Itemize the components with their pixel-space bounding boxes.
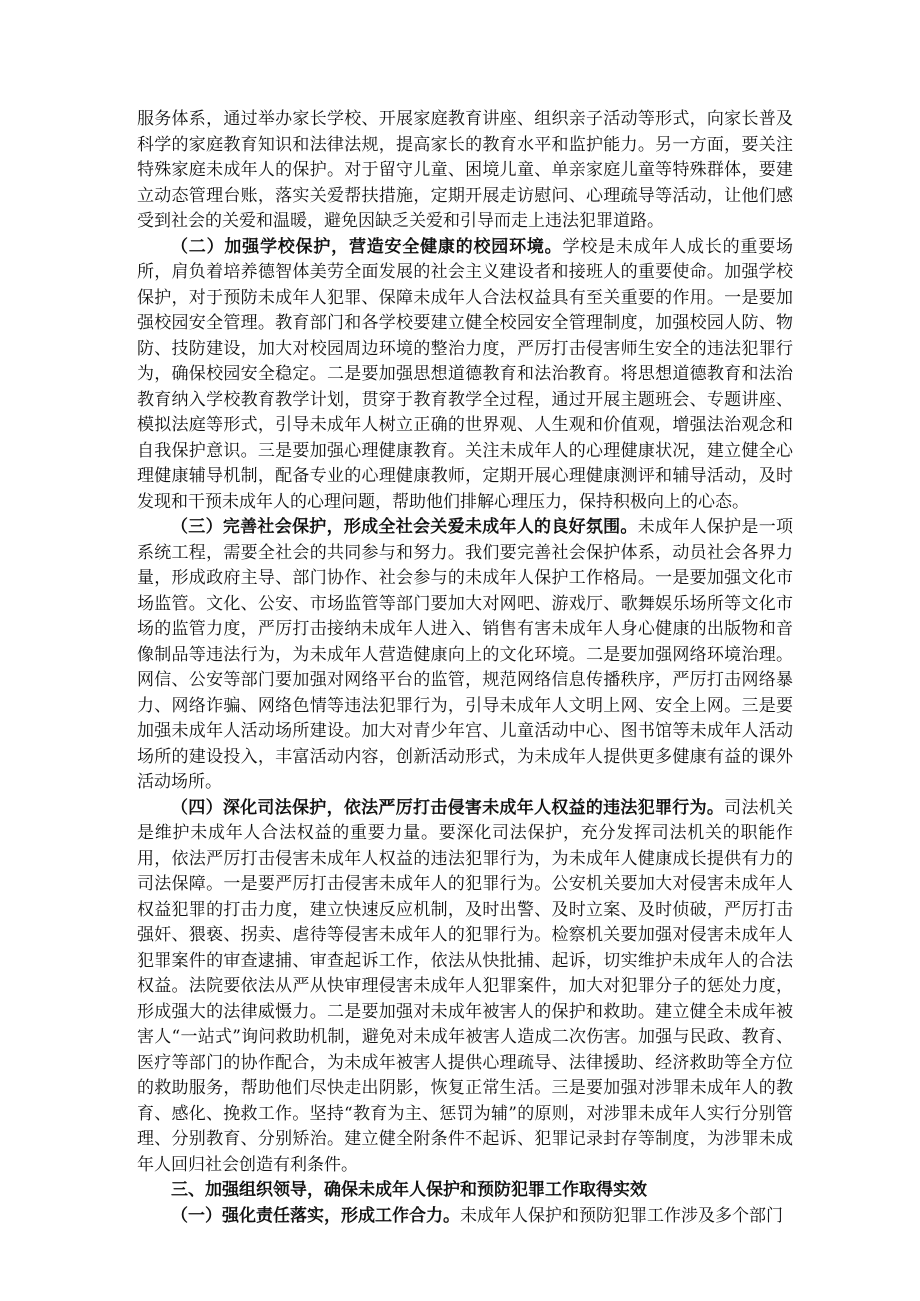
paragraph-judicial-protection (137, 796, 793, 1179)
paragraph-body: 学校是未成年人成长的重要场所，肩负着培养德智体美劳全面发展的社会主义建设者和接班人的重要使命。加强学校保护，对于预防未成年人犯罪、保障未成年人合法权益具有至关重要的作用。一是要加强校园安全管理。教育部门和各学校要建立健全校园安全管理制度，加强校园人防、物防、技防建设，加大对校园周边环境的整治力度，严厉打击侵害师生安全的违法犯罪行为，确保校园安全稳定。二是要加强思想道德教育和法治教育。将思想道德教育和法治教育纳入学校教育教学计划，贯穿于教育教学全过程，通过开展主题班会、专题讲座、模拟法庭等形式，引导未成年人树立正确的世界观、人生观和价值观，增强法治观念和自我保护意识。三是要加强心理健康教育。关注未成年人的心理健康状况，建立健全心理健康辅导机制，配备专业的心理健康教师，定期开展心理健康测评和辅导活动，及时发现和干预未成年人的心理问题，帮助他们排解心理压力，保持积极向上的心态。 (137, 236, 794, 512)
paragraph-body: 服务体系，通过举办家长学校、开展家庭教育讲座、组织亲子活动等形式，向家长普及科学的家庭教育知识和法律法规，提高家长的教育水平和监护能力。另一方面，要关注特殊家庭未成年人的保护。对于留守儿童、困境儿童、单亲家庭儿童等特殊群体，要建立动态管理台账，落实关爱帮扶措施，定期开展走访慰问、心理疏导等活动，让他们感受到社会的关爱和温暖，避免因缺乏关爱和引导而走上违法犯罪道路。 (137, 109, 793, 231)
section-heading: 三、加强组织领导，确保未成年人保护和预防犯罪工作取得实效 (171, 1180, 647, 1200)
paragraph-lead: （三）完善社会保护，形成全社会关爱未成年人的良好氛围。 (171, 517, 638, 537)
paragraph-lead: （四）深化司法保护，依法严厉打击侵害未成年人权益的违法犯罪行为。 (171, 797, 725, 818)
paragraph-continuation (137, 107, 793, 235)
paragraph-body: 未成年人保护是一项系统工程，需要全社会的共同参与和努力。我们要完善社会保护体系，动员社会各界力量，形成政府主导、部门协作、社会参与的未成年人保护工作格局。一是要加强文化市场监管。文化、公安、市场监管等部门要加大对网吧、游戏厅、歌舞娱乐场所等文化市场的监管力度，严厉打击接纳未成年人进入、销售有害未成年人身心健康的出版物和音像制品等违法行为，为未成年人营造健康向上的文化环境。二是要加强网络环境治理。网信、公安等部门要加强对网络平台的监管，规范网络信息传播秩序，严厉打击网络暴力、网络诈骗、网络色情等违法犯罪行为，引导未成年人文明上网、安全上网。三是要加强未成年人活动场所建设。加大对青少年宫、儿童活动中心、图书馆等未成年人活动场所的建设投入，丰富活动内容，创新活动形式，为未成年人提供更多健康有益的课外活动场所。 (137, 517, 794, 792)
paragraph-body: 未成年人保护和预防犯罪工作涉及多个部门 (460, 1205, 783, 1226)
paragraph-lead: （二）加强学校保护，营造安全健康的校园环境。 (171, 236, 563, 257)
paragraph-responsibility (137, 1204, 793, 1230)
document-page (137, 107, 793, 1229)
paragraph-lead: （一）强化责任落实，形成工作合力。 (171, 1205, 460, 1226)
paragraph-school-protection (137, 235, 793, 516)
paragraph-social-protection (137, 515, 793, 796)
paragraph-body: 司法机关是维护未成年人合法权益的重要力量。要深化司法保护，充分发挥司法机关的职能作用，依法严厉打击侵害未成年人权益的违法犯罪行为，为未成年人健康成长提供有力的司法保障。一是要严厉打击侵害未成年人的犯罪行为。公安机关要加大对侵害未成年人权益犯罪的打击力度，建立快速反应机制，及时出警、及时立案、及时侦破，严厉打击强奸、猥亵、拐卖、虐待等侵害未成年人的犯罪行为。检察机关要加强对侵害未成年人犯罪案件的审查逮捕、审查起诉工作，依法从快批捕、起诉，切实维护未成年人的合法权益。法院要依法从严从快审理侵害未成年人犯罪案件，加大对犯罪分子的惩处力度，形成强大的法律威慑力。二是要加强对未成年被害人的保护和救助。建立健全未成年被害人“一站式”询问救助机制，避免对未成年被害人造成二次伤害。加强与民政、教育、医疗等部门的协作配合，为未成年被害人提供心理疏导、法律援助、经济救助等全方位的救助服务，帮助他们尽快走出阴影，恢复正常生活。三是要加强对涉罪未成年人的教育、感化、挽救工作。坚持“教育为主、惩罚为辅”的原则，对涉罪未成年人实行分别管理、分别教育、分别矫治。建立健全附条件不起诉、犯罪记录封存等制度，为涉罪未成年人回归社会创造有利条件。 (137, 797, 794, 1175)
